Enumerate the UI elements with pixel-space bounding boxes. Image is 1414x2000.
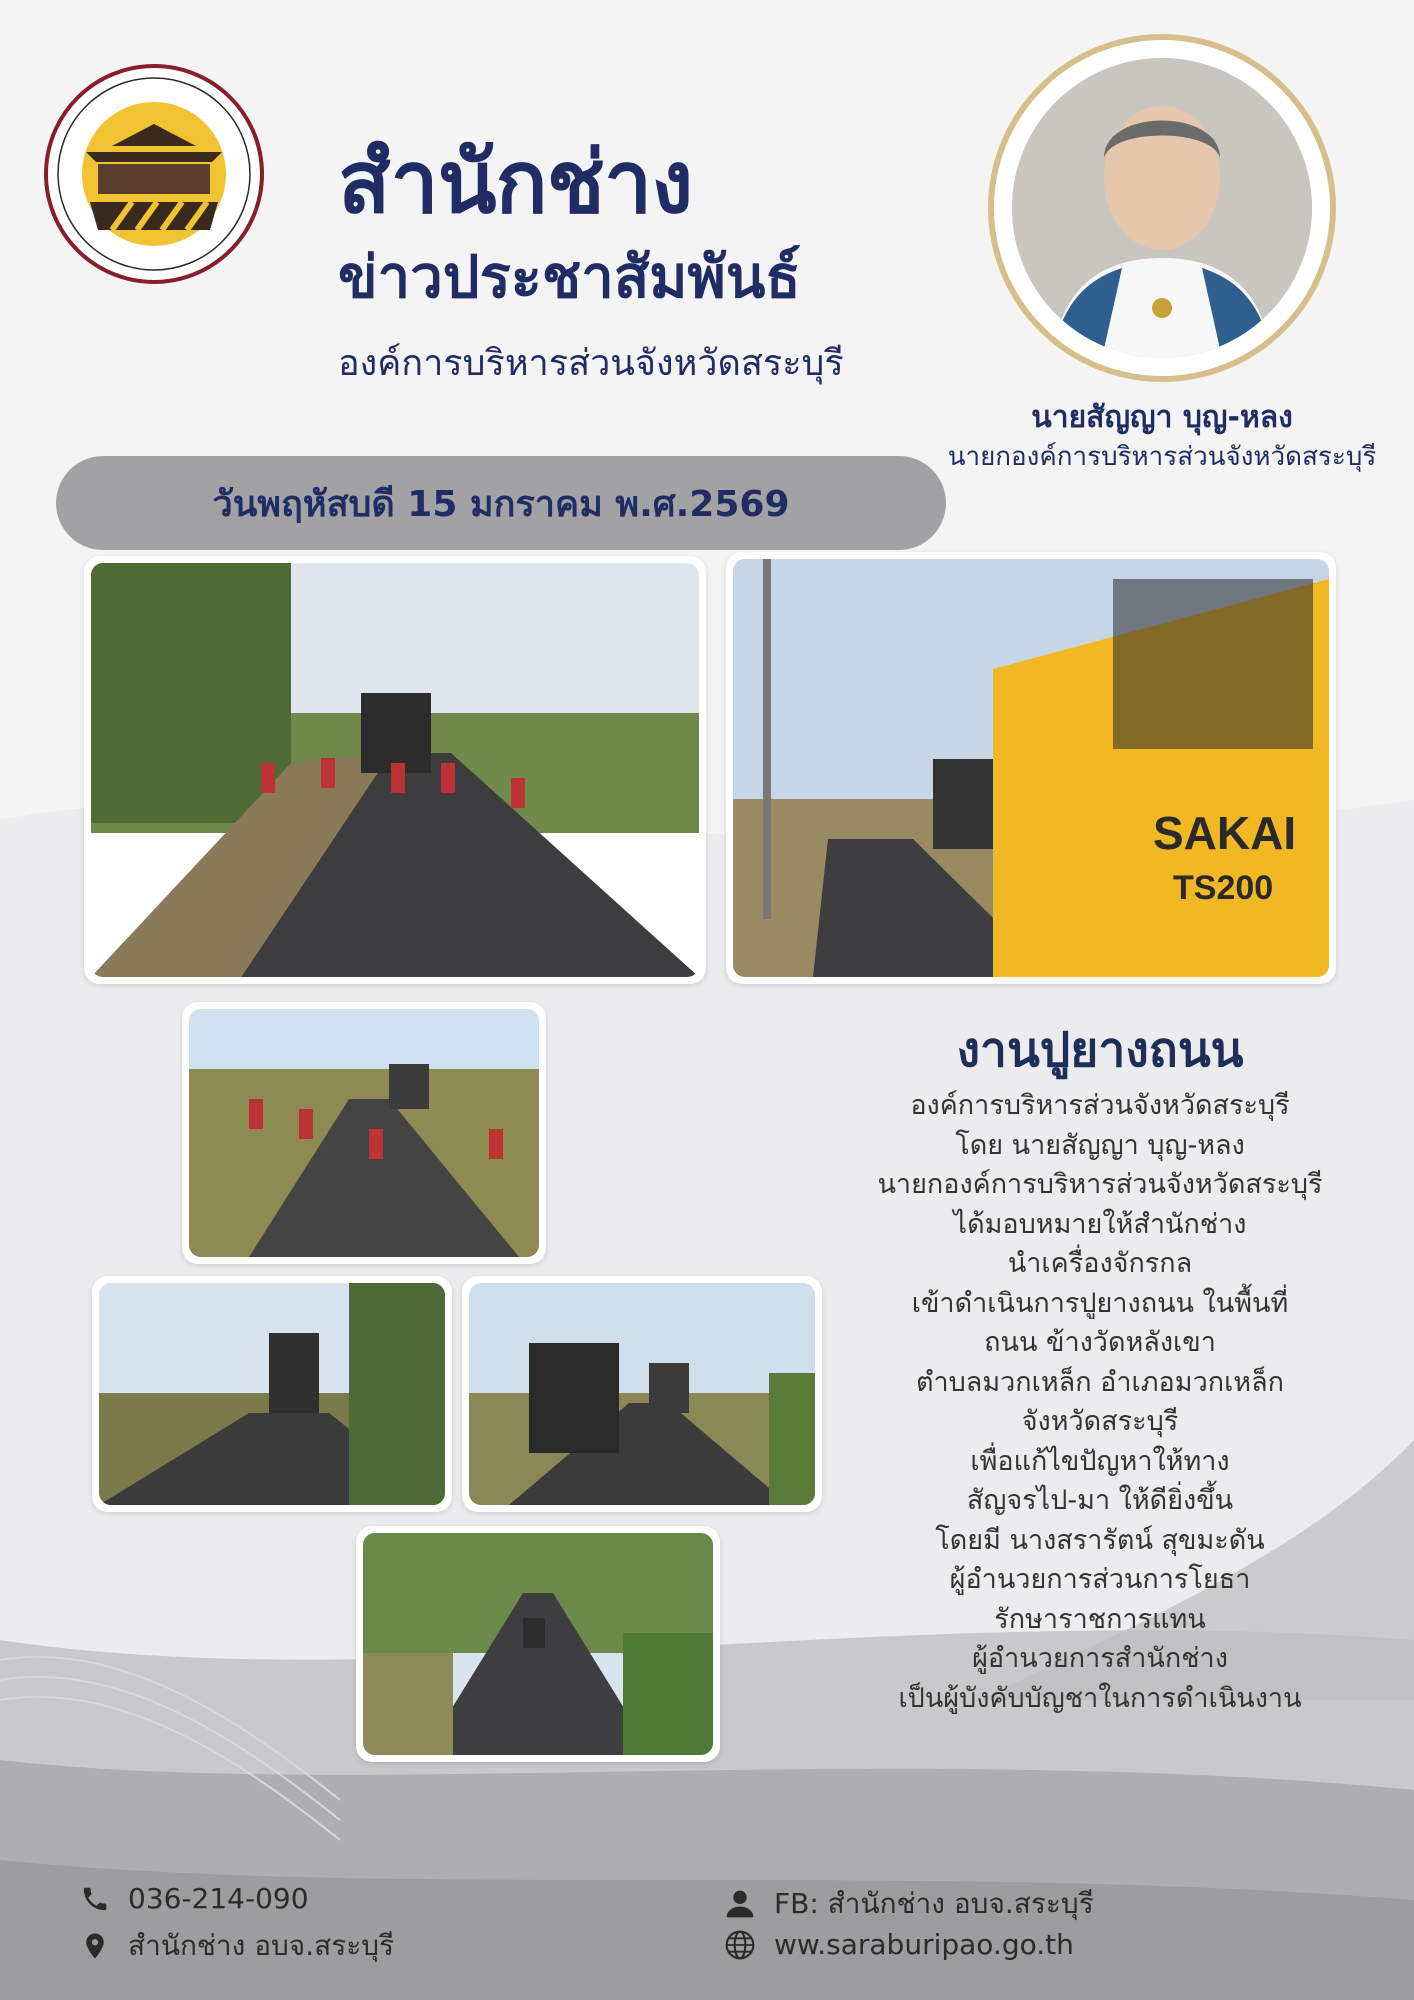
article-line: โดย นายสัญญา บุญ-หลง	[955, 1129, 1245, 1161]
photo-road-crew	[182, 1002, 546, 1264]
page-title: สำนักช่าง	[338, 133, 693, 233]
footer-website	[724, 1928, 1074, 1961]
article-line: องค์การบริหารส่วนจังหวัดสระบุรี	[910, 1090, 1290, 1121]
machine-model-text: TS200	[1173, 869, 1274, 907]
article-line: ตำบลมวกเหล็ก อำเภอมวกเหล็ก	[915, 1366, 1285, 1398]
footer-phone	[80, 1882, 309, 1915]
phone-icon	[80, 1884, 110, 1914]
organization-logo	[42, 62, 266, 286]
article-line: ผู้อำนวยการส่วนการโยธา	[949, 1564, 1251, 1595]
location-text: สำนักช่าง อบจ.สระบุรี	[128, 1929, 395, 1962]
article-line: เข้าดำเนินการปูยางถนน ในพื้นที่	[911, 1287, 1289, 1319]
photo-workers-paving	[84, 556, 706, 984]
article-body	[820, 1086, 1380, 1718]
article-line: สัญจรไป-มา ให้ดียิ่งขึ้น	[966, 1485, 1234, 1516]
photo-paver-field	[92, 1276, 452, 1512]
photo-roller-road	[462, 1276, 822, 1512]
photo-road-view	[356, 1526, 720, 1762]
article-line: ถนน ข้างวัดหลังเขา	[984, 1327, 1216, 1358]
page-subtitle: ข่าวประชาสัมพันธ์	[338, 243, 801, 311]
article-line: ผู้อำนวยการสำนักช่าง	[972, 1643, 1228, 1674]
location-pin-icon	[80, 1931, 110, 1961]
footer-facebook	[724, 1882, 1094, 1926]
footer-location	[80, 1924, 394, 1968]
phone-number[interactable]: 036-214-090	[128, 1882, 309, 1915]
date-banner: วันพฤหัสบดี 15 มกราคม พ.ศ.2569	[56, 456, 946, 550]
article-line: โดยมี นางสรารัตน์ สุขมะดัน	[935, 1524, 1265, 1556]
globe-icon	[724, 1929, 756, 1961]
portrait-photo	[1012, 58, 1312, 358]
article-line: นำเครื่องจักรกล	[1007, 1248, 1193, 1279]
article-line: จังหวัดสระบุรี	[1021, 1406, 1179, 1437]
person-position: นายกองค์การบริหารส่วนจังหวัดสระบุรี	[947, 442, 1377, 472]
person-name: นายสัญญา บุญ-หลง	[1031, 400, 1293, 435]
article-line: เป็นผู้บังคับบัญชาในการดำเนินงาน	[898, 1682, 1302, 1714]
article-line: เพื่อแก้ไขปัญหาให้ทาง	[970, 1445, 1230, 1477]
article-line: ได้มอบหมายให้สำนักช่าง	[953, 1208, 1247, 1240]
website-link[interactable]: ww.saraburipao.go.th	[774, 1928, 1074, 1961]
article-line: นายกองค์การบริหารส่วนจังหวัดสระบุรี	[877, 1169, 1323, 1200]
article-line: รักษาราชการแทน	[994, 1603, 1206, 1635]
photo-sakai-roller	[726, 552, 1336, 984]
article-title: งานปูยางถนน	[956, 1022, 1244, 1078]
machine-brand-text: SAKAI	[1153, 807, 1297, 859]
user-icon	[724, 1888, 756, 1920]
portrait-frame	[988, 34, 1336, 382]
organization-name: องค์การบริหารส่วนจังหวัดสระบุรี	[338, 343, 844, 384]
facebook-link[interactable]: FB: สำนักช่าง อบจ.สระบุรี	[774, 1887, 1094, 1920]
